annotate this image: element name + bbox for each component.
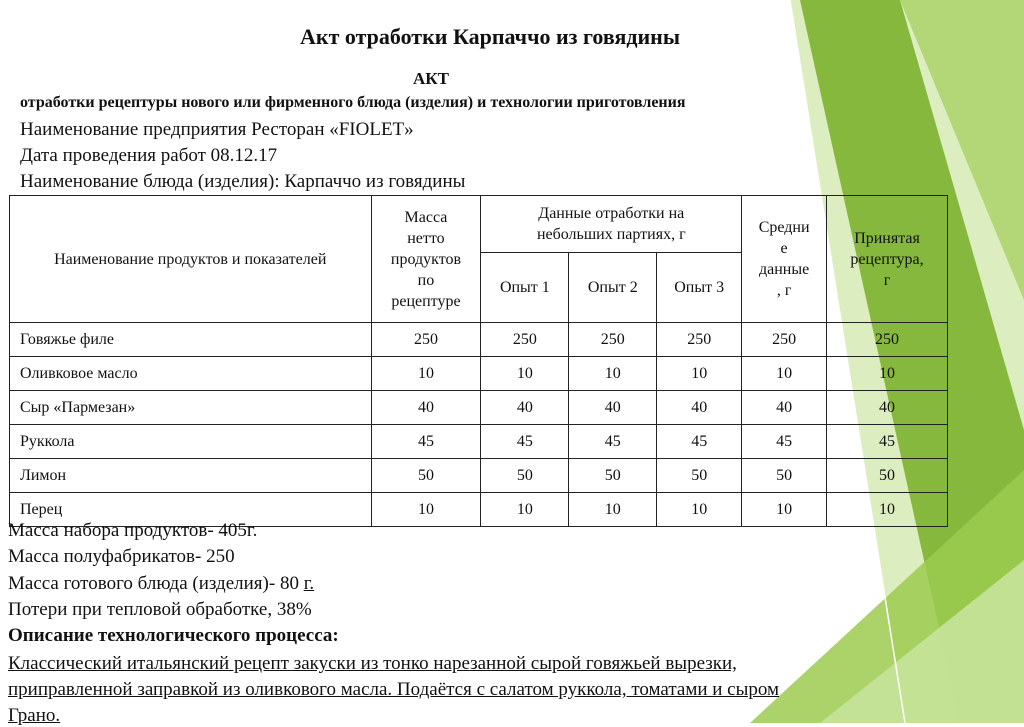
- product-name-cell: Оливковое масло: [10, 357, 372, 391]
- value-cell: 40: [742, 391, 827, 425]
- work-date: Дата проведения работ 08.12.17: [20, 145, 278, 166]
- header-trial-2: Опыт 2: [569, 253, 657, 323]
- product-name-cell: Перец: [10, 493, 372, 527]
- value-cell: 250: [569, 323, 657, 357]
- header-trial-3: Опыт 3: [657, 253, 742, 323]
- ready-dish-mass: Масса готового блюда (изделия)- 80 г.: [8, 573, 315, 594]
- table-row: [10, 459, 948, 493]
- table-row: [10, 391, 948, 425]
- value-cell: 10: [742, 493, 827, 527]
- set-mass: Масса набора продуктов- 405г.: [8, 520, 258, 541]
- process-line-1: Классический итальянский рецепт закуски из тонко нарезанной сырой говяжьей вырезки,: [8, 653, 737, 674]
- semi-product-mass: Масса полуфабрикатов- 250: [8, 546, 235, 567]
- page-title: Акт отработки Карпаччо из говядины: [300, 24, 681, 49]
- value-cell: 45: [481, 425, 569, 459]
- product-name-cell: Говяжье филе: [10, 323, 372, 357]
- value-cell: 250: [371, 323, 481, 357]
- enterprise-name: Наименование предприятия Ресторан «FIOLET»: [20, 119, 414, 140]
- act-subtitle: отработки рецептуры нового или фирменного блюда (изделия) и технологии приготовления: [20, 94, 686, 111]
- value-cell: 50: [371, 459, 481, 493]
- value-cell: 45: [657, 425, 742, 459]
- value-cell: 50: [481, 459, 569, 493]
- value-cell: 10: [371, 357, 481, 391]
- header-trial-data: Данные отработки на небольших партиях, г: [481, 196, 742, 253]
- value-cell: 40: [657, 391, 742, 425]
- value-cell: 40: [481, 391, 569, 425]
- value-cell: 10: [657, 493, 742, 527]
- value-cell: 50: [827, 459, 948, 493]
- header-product-name: Наименование продуктов и показателей: [10, 196, 372, 323]
- value-cell: 10: [827, 493, 948, 527]
- value-cell: 250: [827, 323, 948, 357]
- heat-losses: Потери при тепловой обработке, 38%: [8, 599, 312, 620]
- dish-name: Наименование блюда (изделия): Карпаччо из говядины: [20, 171, 466, 192]
- value-cell: 40: [371, 391, 481, 425]
- value-cell: 10: [569, 493, 657, 527]
- table-row: [10, 425, 948, 459]
- value-cell: 50: [657, 459, 742, 493]
- product-name-cell: Сыр «Пармезан»: [10, 391, 372, 425]
- process-line-3: Грано.: [8, 705, 61, 726]
- value-cell: 40: [569, 391, 657, 425]
- value-cell: 45: [742, 425, 827, 459]
- recipe-table: [9, 195, 948, 527]
- value-cell: 250: [481, 323, 569, 357]
- value-cell: 250: [742, 323, 827, 357]
- value-cell: 50: [742, 459, 827, 493]
- value-cell: 50: [569, 459, 657, 493]
- value-cell: 45: [569, 425, 657, 459]
- value-cell: 40: [827, 391, 948, 425]
- header-trial-1: Опыт 1: [481, 253, 569, 323]
- header-net-mass: Масса нетто продуктов по рецептуре: [371, 196, 481, 323]
- table-row: [10, 323, 948, 357]
- value-cell: 10: [827, 357, 948, 391]
- value-cell: 10: [657, 357, 742, 391]
- act-label: АКТ: [413, 69, 449, 88]
- process-line-2: приправленной заправкой из оливкового масла. Подаётся с салатом руккола, томатами и сыром: [8, 679, 780, 700]
- value-cell: 45: [371, 425, 481, 459]
- product-name-cell: Лимон: [10, 459, 372, 493]
- header-accepted-recipe: Принятая рецептура, г: [827, 196, 948, 323]
- value-cell: 10: [371, 493, 481, 527]
- process-title: Описание технологического процесса:: [8, 625, 339, 646]
- value-cell: 45: [827, 425, 948, 459]
- value-cell: 10: [742, 357, 827, 391]
- value-cell: 10: [569, 357, 657, 391]
- header-average: Средни е данные , г: [742, 196, 827, 323]
- table-row: [10, 357, 948, 391]
- table-body: [10, 323, 948, 527]
- value-cell: 10: [481, 357, 569, 391]
- value-cell: 10: [481, 493, 569, 527]
- value-cell: 250: [657, 323, 742, 357]
- product-name-cell: Руккола: [10, 425, 372, 459]
